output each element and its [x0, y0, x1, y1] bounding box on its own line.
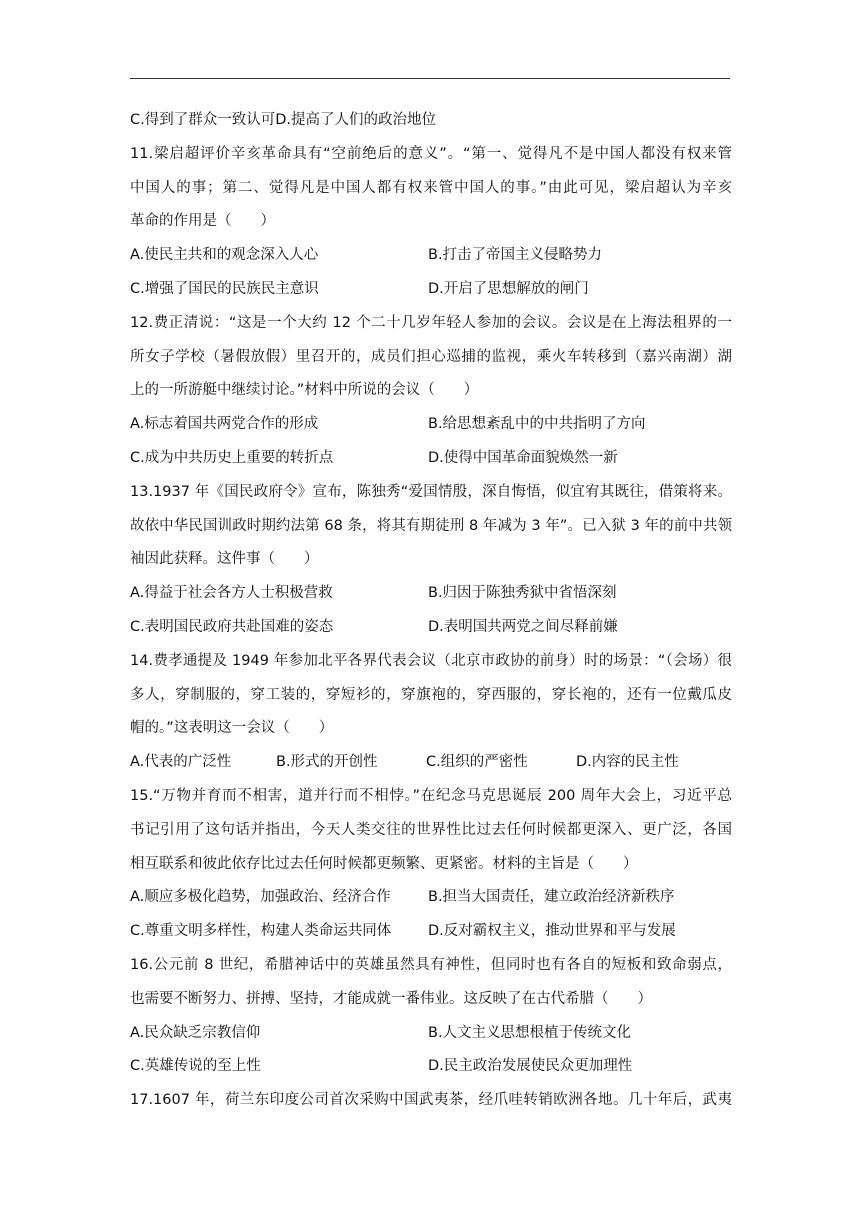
exam-page [130, 104, 732, 1118]
q15-options-ab [130, 881, 732, 915]
q10-options-cd [130, 104, 732, 138]
q11-stem-line: 革命的作用是（ ） [130, 213, 275, 230]
q15-stem-line: 书记引用了这句话并指出，今天人类交往的世界性比过去任何时候都更深入、更广泛，各国 [130, 821, 732, 838]
q12-stem-line: 所女子学校（暑假放假）里召开的，成员们担心巡捕的监视，乘火车转移到（嘉兴南湖）湖 [130, 348, 732, 365]
q14-options [130, 746, 732, 780]
q11-options-ab [130, 239, 732, 273]
q11-stem-line: 11.梁启超评价辛亥革命具有“空前绝后的意义”。“第一、觉得凡不是中国人都没有权来管 [130, 145, 732, 162]
q15-options-cd [130, 915, 732, 949]
q15-option-c: C.尊重文明多样性，构建人类命运共同体 [130, 923, 392, 940]
q10-option-d: D.提高了人们的政治地位 [275, 112, 437, 128]
q15-stem-line: 相互联系和彼此依存比过去任何时候都更频繁、更紧密。材料的主旨是（ ） [130, 855, 638, 872]
q12-option-a: A.标志着国共两党合作的形成 [130, 416, 319, 433]
q14-option-d: D.内容的民主性 [576, 754, 679, 771]
q11-option-b: B.打击了帝国主义侵略势力 [428, 247, 603, 264]
q12-option-b: B.给思想紊乱中的中共指明了方向 [428, 416, 646, 433]
q13-option-c: C.表明国民政府共赴国难的姿态 [130, 618, 334, 635]
q11-option-a: A.使民主共和的观念深入人心 [130, 247, 319, 264]
q10-option-c: C.得到了群众一致认可 [130, 112, 276, 128]
q11-stem-line: 中国人的事；第二、觉得凡是中国人都有权来管中国人的事。”由此可见，梁启超认为辛亥 [130, 179, 732, 196]
q12-stem-line: 上的一所游艇中继续讨论。”材料中所说的会议（ ） [130, 382, 479, 399]
q13-stem-line: 故依中华民国训政时期约法第 68 条，将其有期徒刑 8 年减为 3 年”。已入狱 3 年的前中共领 [130, 517, 732, 534]
q13-options-ab [130, 577, 732, 611]
q15-option-a: A.顺应多极化趋势，加强政治、经济合作 [130, 889, 391, 906]
q16-stem-line: 16.公元前 8 世纪，希腊神话中的英雄虽然具有神性，但同时也有各自的短板和致命弱点， [130, 956, 733, 973]
q12-option-c: C.成为中共历史上重要的转折点 [130, 449, 334, 466]
q14-option-b: B.形式的开创性 [276, 754, 378, 771]
q13-option-d: D.表明国共两党之间尽释前嫌 [428, 618, 618, 635]
q16-option-d: D.民主政治发展使民众更加理性 [428, 1058, 633, 1075]
q15-option-b: B.担当大国责任，建立政治经济新秩序 [428, 889, 675, 906]
q14-stem-line: 14.费孝通提及 1949 年参加北平各界代表会议（北京市政协的前身）时的场景：“（会场）很 [130, 652, 732, 669]
q16-stem-line: 也需要不断努力、拼搏、坚持，才能成就一番伟业。这反映了在古代希腊（ ） [130, 990, 652, 1007]
q15-option-d: D.反对霸权主义，推动世界和平与发展 [428, 923, 676, 940]
q13-stem-line: 13.1937 年《国民政府令》宣布，陈独秀“爱国情殷，深自悔悟，似宜宥其既往，借策将来。 [130, 483, 732, 500]
q13-option-b: B.归因于陈独秀狱中省悟深刻 [428, 585, 617, 602]
q16-options-cd [130, 1050, 732, 1084]
q13-stem-line: 袖因此获释。这件事（ ） [130, 551, 319, 568]
q17-stem-line: 17.1607 年，荷兰东印度公司首次采购中国武夷茶，经爪哇转销欧洲各地。几十年后，武夷 [130, 1092, 732, 1109]
q11-option-c: C.增强了国民的民族民主意识 [130, 280, 319, 297]
q14-stem-line: 帽的。”这表明这一会议（ ） [130, 720, 334, 737]
q12-option-d: D.使得中国革命面貌焕然一新 [428, 449, 618, 466]
q16-option-a: A.民众缺乏宗教信仰 [130, 1024, 261, 1041]
q15-stem-line: 15.“万物并育而不相害，道并行而不相悖。”在纪念马克思诞辰 200 周年大会上，习近平总 [130, 787, 732, 804]
q14-option-c: C.组织的严密性 [426, 754, 528, 771]
q11-options-cd [130, 273, 732, 307]
q16-options-ab [130, 1017, 732, 1051]
q12-options-ab [130, 408, 732, 442]
q14-option-a: A.代表的广泛性 [130, 754, 232, 771]
header-rule [130, 78, 730, 79]
q16-option-c: C.英雄传说的至上性 [130, 1058, 261, 1075]
q11-option-d: D.开启了思想解放的闸门 [428, 280, 589, 297]
q14-stem-line: 多人，穿制服的，穿工装的，穿短衫的，穿旗袍的，穿西服的，穿长袍的，还有一位戴瓜皮 [130, 686, 732, 703]
q12-stem-line: 12.费正清说：“这是一个大约 12 个二十几岁年轻人参加的会议。会议是在上海法租界的一 [130, 314, 732, 331]
q13-option-a: A.得益于社会各方人士积极营救 [130, 585, 333, 602]
q13-options-cd [130, 611, 732, 645]
q12-options-cd [130, 442, 732, 476]
q16-option-b: B.人文主义思想根植于传统文化 [428, 1024, 632, 1041]
